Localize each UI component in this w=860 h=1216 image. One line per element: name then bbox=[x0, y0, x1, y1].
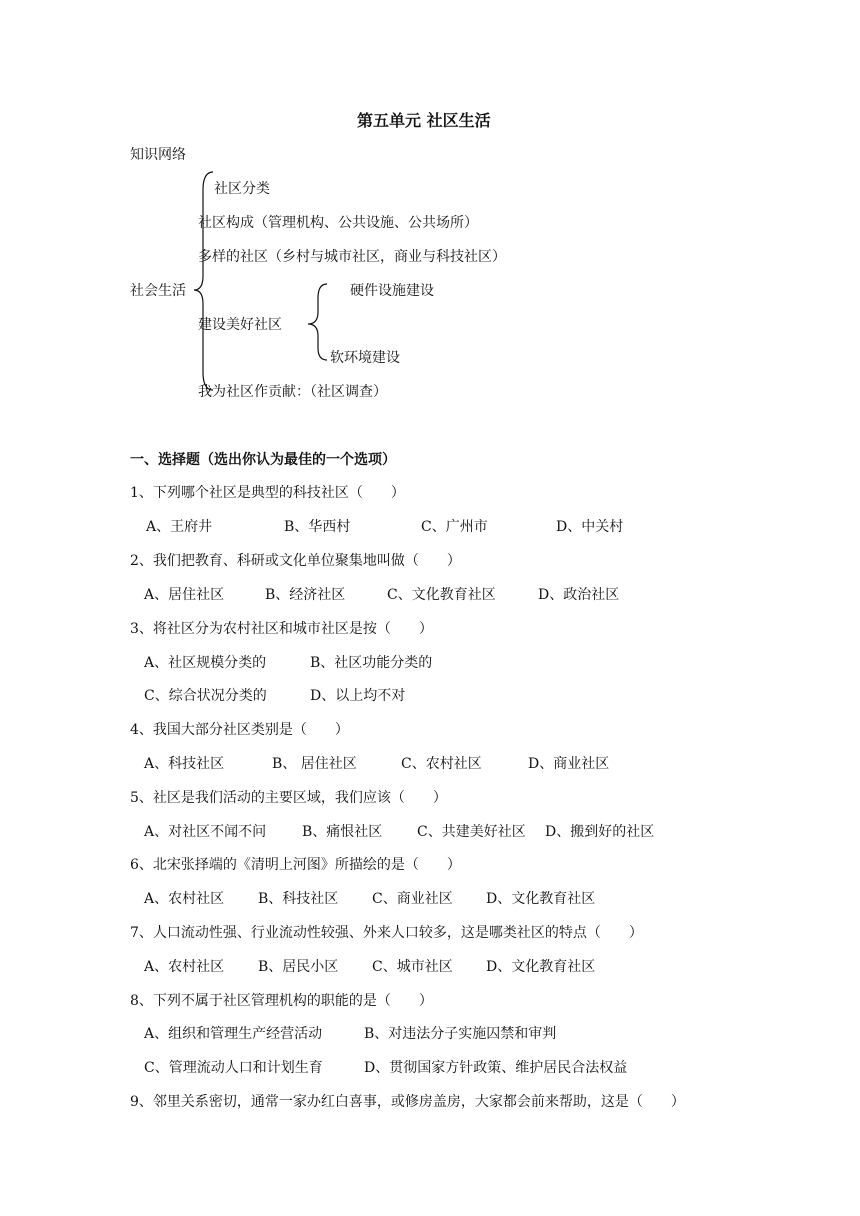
network-item: 建设美好社区 bbox=[198, 317, 282, 333]
option: A、社区规模分类的 bbox=[144, 655, 267, 671]
option: B、华西村 bbox=[284, 519, 351, 535]
option: D、政治社区 bbox=[538, 587, 620, 603]
option: B、居民小区 bbox=[258, 959, 339, 975]
question-text: 1、下列哪个社区是典型的科技社区（ ） bbox=[130, 485, 405, 501]
question-text: 7、人口流动性强、行业流动性较强、外来人口较多，这是哪类社区的特点（ ） bbox=[130, 925, 643, 941]
option: C、广州市 bbox=[421, 519, 488, 535]
question-text: 4、我国大部分社区类别是（ ） bbox=[130, 722, 349, 738]
option: B、 居住社区 bbox=[272, 756, 357, 772]
main-brace-icon bbox=[194, 172, 213, 390]
sub-brace-icon bbox=[308, 284, 327, 360]
question-text: 8、下列不属于社区管理机构的职能的是（ ） bbox=[130, 993, 433, 1009]
option: D、商业社区 bbox=[528, 756, 610, 772]
network-item: 社区分类 bbox=[214, 181, 270, 197]
option: A、农村社区 bbox=[144, 959, 225, 975]
option: A、对社区不闻不问 bbox=[144, 824, 267, 840]
question-text: 3、将社区分为农村社区和城市社区是按（ ） bbox=[130, 621, 433, 637]
option: B、痛恨社区 bbox=[302, 824, 383, 840]
option: B、对违法分子实施囚禁和审判 bbox=[364, 1026, 557, 1042]
option: B、经济社区 bbox=[265, 587, 346, 603]
question-text: 2、我们把教育、科研或文化单位聚集地叫做（ ） bbox=[130, 553, 461, 569]
option: D、搬到好的社区 bbox=[545, 824, 655, 840]
network-subitem: 硬件设施建设 bbox=[350, 283, 434, 299]
option: D、中关村 bbox=[556, 519, 624, 535]
option: A、科技社区 bbox=[144, 756, 225, 772]
option: B、社区功能分类的 bbox=[310, 655, 433, 671]
question-text: 9、邻里关系密切，通常一家办红白喜事，或修房盖房，大家都会前来帮助，这是（ ） bbox=[130, 1094, 685, 1110]
option: D、以上均不对 bbox=[310, 688, 406, 704]
option: C、农村社区 bbox=[401, 756, 482, 772]
network-item: 多样的社区（乡村与城市社区，商业与科技社区） bbox=[198, 249, 506, 265]
section-title: 一、选择题（选出你认为最佳的一个选项） bbox=[130, 452, 396, 468]
question-text: 6、北宋张择端的《清明上河图》所描绘的是（ ） bbox=[130, 857, 461, 873]
option: C、综合状况分类的 bbox=[144, 688, 267, 704]
option: C、文化教育社区 bbox=[387, 587, 496, 603]
option: A、王府井 bbox=[146, 519, 213, 535]
option: C、共建美好社区 bbox=[417, 824, 526, 840]
option: C、城市社区 bbox=[372, 959, 453, 975]
option: B、科技社区 bbox=[258, 891, 339, 907]
network-item: 我为社区作贡献：（社区调查） bbox=[198, 384, 387, 400]
page-title: 第五单元 社区生活 bbox=[357, 111, 491, 130]
option: D、文化教育社区 bbox=[486, 959, 596, 975]
option: A、居住社区 bbox=[144, 587, 225, 603]
network-subitem: 软环境建设 bbox=[330, 350, 400, 366]
network-heading: 知识网络 bbox=[130, 147, 186, 163]
question-text: 5、社区是我们活动的主要区域，我们应该（ ） bbox=[130, 790, 447, 806]
option: A、组织和管理生产经营活动 bbox=[144, 1026, 323, 1042]
option: D、贯彻国家方针政策、维护居民合法权益 bbox=[364, 1060, 628, 1076]
option: A、农村社区 bbox=[144, 891, 225, 907]
option: C、商业社区 bbox=[372, 891, 453, 907]
option: C、管理流动人口和计划生育 bbox=[144, 1060, 323, 1076]
option: D、文化教育社区 bbox=[486, 891, 596, 907]
network-root: 社会生活 bbox=[130, 283, 186, 299]
network-item: 社区构成（管理机构、公共设施、公共场所） bbox=[198, 215, 478, 231]
